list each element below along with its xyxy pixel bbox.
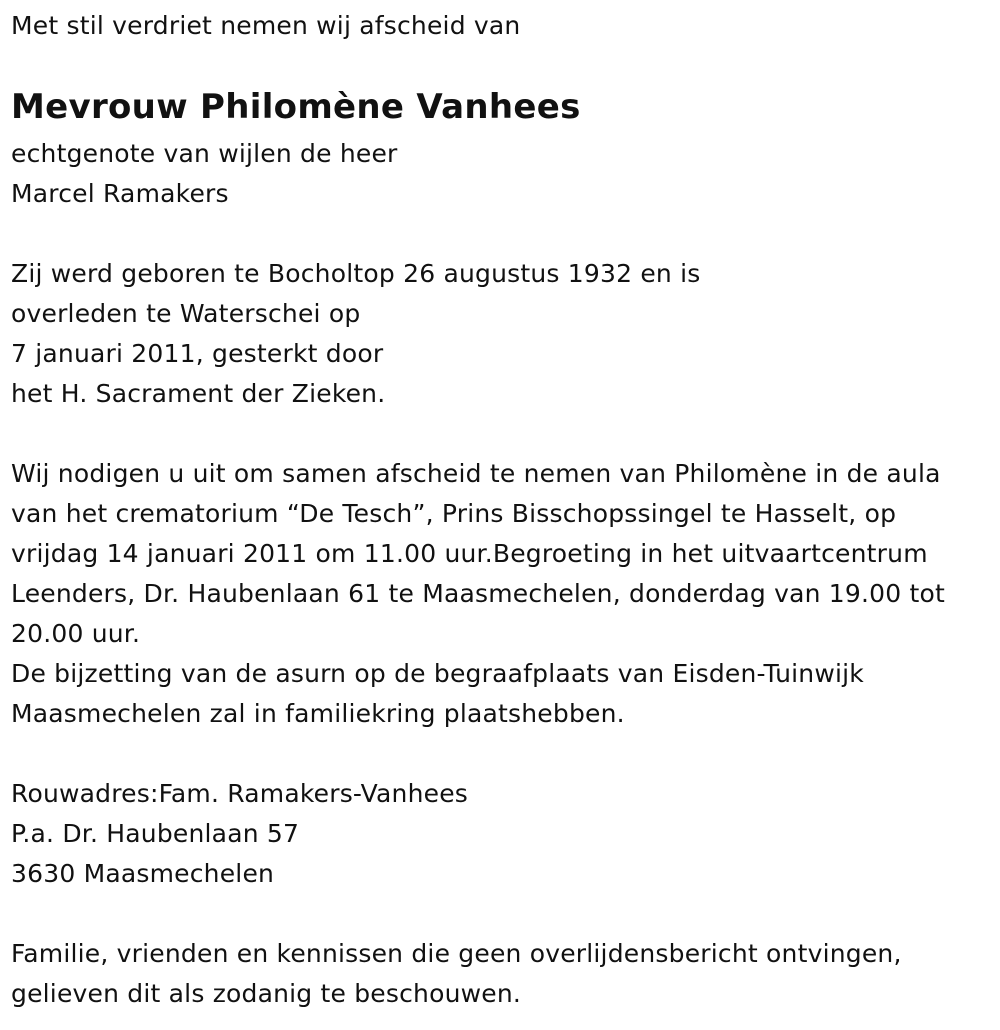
birth-line: 7 januari 2011, gesterkt door: [11, 339, 384, 368]
spouse-line: Marcel Ramakers: [11, 179, 229, 208]
address-line: 3630 Maasmechelen: [11, 859, 275, 888]
ceremony-line: van het crematorium “De Tesch”, Prins Bisschopssingel te Hasselt, op: [11, 499, 897, 528]
address-line: Rouwadres:Fam. Ramakers-Vanhees: [11, 779, 469, 808]
deceased-name: Mevrouw Philomène Vanhees: [11, 87, 581, 127]
address-line: P.a. Dr. Haubenlaan 57: [11, 819, 300, 848]
ceremony-line: 20.00 uur.: [11, 619, 141, 648]
ceremony-block: [11, 454, 945, 734]
closing-line: gelieven dit als zodanig te beschouwen.: [11, 979, 522, 1008]
ceremony-line: Wij nodigen u uit om samen afscheid te nemen van Philomène in de aula: [11, 459, 941, 488]
birth-death-block: [11, 254, 700, 414]
ceremony-line: vrijdag 14 januari 2011 om 11.00 uur.Begroeting in het uitvaartcentrum: [11, 539, 928, 568]
closing-line: Familie, vrienden en kennissen die geen overlijdensbericht ontvingen,: [11, 939, 902, 968]
closing-block: [11, 934, 902, 1014]
ceremony-line: Maasmechelen zal in familiekring plaatshebben.: [11, 699, 625, 728]
spouse-line: echtgenote van wijlen de heer: [11, 139, 398, 168]
ceremony-line: Leenders, Dr. Haubenlaan 61 te Maasmechelen, donderdag van 19.00 tot: [11, 579, 946, 608]
intro-text: Met stil verdriet nemen wij afscheid van: [11, 11, 521, 40]
birth-line: het H. Sacrament der Zieken.: [11, 379, 386, 408]
mourning-address-block: [11, 774, 468, 894]
birth-line: overleden te Waterschei op: [11, 299, 361, 328]
ceremony-line: De bijzetting van de asurn op de begraafplaats van Eisden-Tuinwijk: [11, 659, 864, 688]
spouse-block: [11, 134, 398, 214]
birth-line: Zij werd geboren te Bocholtop 26 augustus 1932 en is: [11, 259, 701, 288]
